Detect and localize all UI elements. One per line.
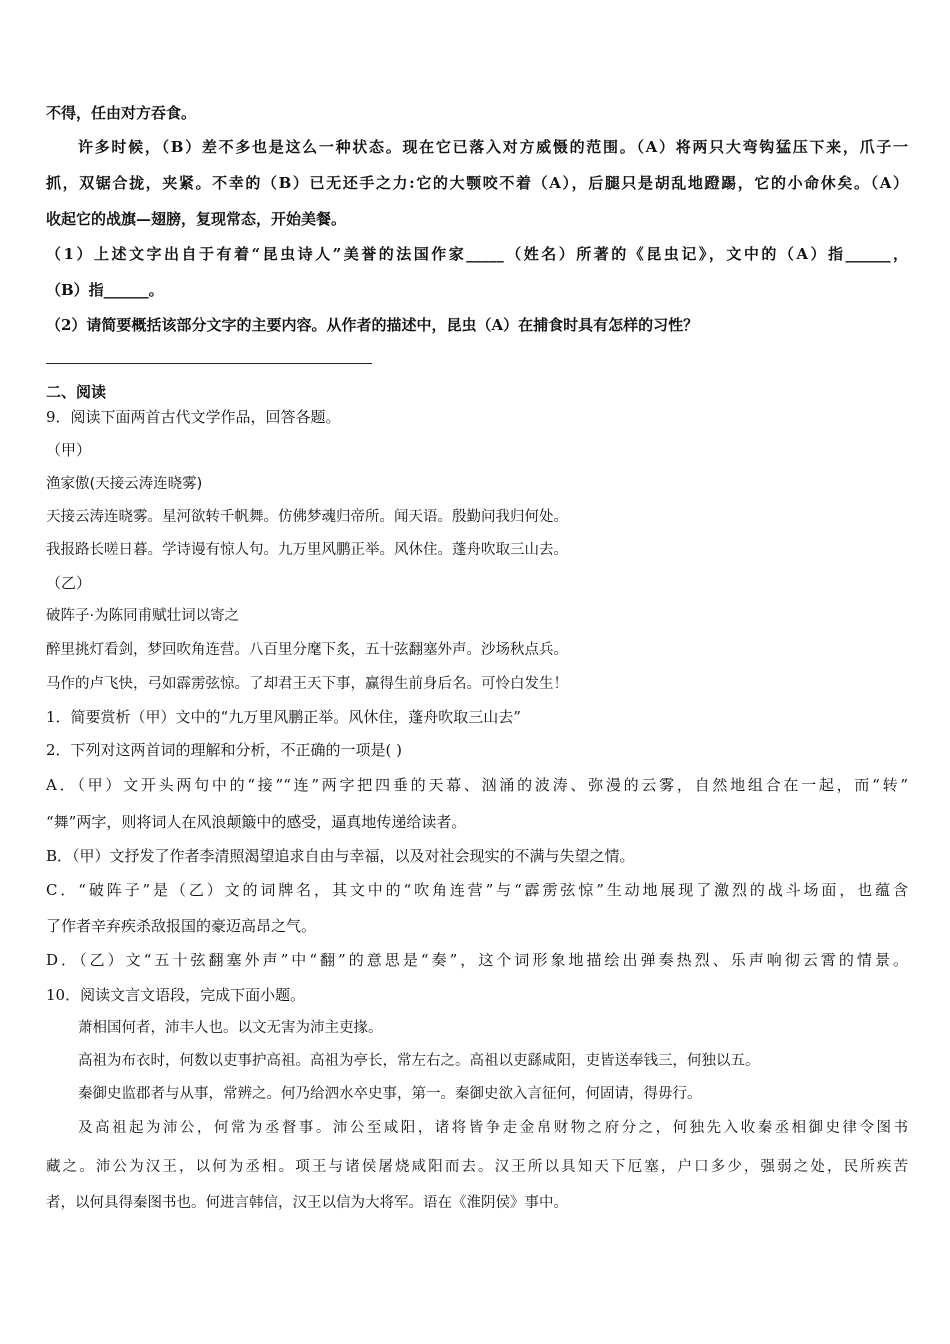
classical-para-4-line-3: 者，以何具得秦图书也。何进言韩信，汉王以信为大将军。语在《淮阴侯》事中。 — [46, 1195, 568, 1211]
section-title: 二、阅读 — [46, 383, 107, 401]
classical-para-4-line-2: 藏之。沛公为汉王，以何为丞相。项王与诸侯屠烧咸阳而去。汉王所以具知天下厄塞，户口多少，强弱之处，民所疾苦 — [46, 1159, 908, 1175]
classical-para-4-line-1: 及高祖起为沛公，何常为丞督事。沛公至咸阳，诸将皆争走金帛财物之府分之，何独先入收秦丞相御史律令图书 — [78, 1120, 908, 1136]
passage-line-2: 许多时候，（B）差不多也是这么一种状态。现在它已落入对方威慑的范围。（A）将两只大弯钩猛压下来，爪子一 — [78, 138, 908, 156]
q9-sub-question-1: 1．简要赏析（甲）文中的“九万里风鹏正举。风休住，蓬舟吹取三山去” — [46, 708, 521, 726]
poem-jia-label: （甲） — [46, 441, 92, 459]
question-2: （2）请简要概括该部分文字的主要内容。从作者的描述中，昆虫（A）在捕食时具有怎样的习性？ — [46, 316, 699, 334]
question-1-line-2: （B）指______。 — [46, 281, 164, 299]
option-c-line-2: 了作者辛弃疾杀敌报国的豪迈高昂之气。 — [46, 917, 317, 935]
poem-yi-line-1: 醉里挑灯看剑，梦回吹角连营。八百里分麾下炙，五十弦翻塞外声。沙场秋点兵。 — [46, 642, 568, 658]
q9-sub-question-2: 2．下列对这两首词的理解和分析，不正确的一项是( ) — [46, 741, 403, 759]
question-1-line-1: （1）上述文字出自于有着“昆虫诗人”美誉的法国作家_____（姓名）所著的《昆虫记》，文中的（A）指______， — [46, 245, 908, 263]
classical-para-1: 萧相国何者，沛丰人也。以文无害为沛主吏掾。 — [78, 1020, 383, 1036]
poem-yi-title: 破阵子·为陈同甫赋壮词以寄之 — [46, 608, 240, 624]
classical-para-3: 秦御史监郡者与从事，常辨之。何乃给泗水卒史事，第一。秦御史欲入言征何，何固请，得毋行。 — [78, 1086, 702, 1102]
option-d: D．（乙）文“五十弦翻塞外声”中“翻”的意思是“奏”，这个词形象地描绘出弹奏热烈、乐声响彻云霄的情景。 — [46, 951, 908, 969]
option-a-line-2: “舞”两字，则将词人在风浪颠簸中的感受，逼真地传递给读者。 — [46, 813, 467, 831]
answer-line — [46, 363, 372, 364]
classical-para-2: 高祖为布衣时，何数以吏事护高祖。高祖为亭长，常左右之。高祖以吏繇咸阳，吏皆送奉钱三，何独以五。 — [78, 1053, 760, 1069]
option-a-line-1: A．（甲）文开头两句中的“接”“连”两字把四垂的天幕、汹涌的波涛、弥漫的云雾，自然地组合在一起，而“转” — [46, 776, 908, 794]
poem-jia-title: 渔家傲(天接云涛连晓雾) — [46, 476, 203, 492]
poem-jia-line-2: 我报路长嗟日暮。学诗谩有惊人句。九万里风鹏正举。风休住。蓬舟吹取三山去。 — [46, 542, 568, 558]
option-c-line-1: C．“破阵子”是（乙）文的词牌名，其文中的“吹角连营”与“霹雳弦惊”生动地展现了激烈的战斗场面，也蕴含 — [46, 881, 908, 899]
poem-yi-line-2: 马作的卢飞快，弓如霹雳弦惊。了却君王天下事，赢得生前身后名。可怜白发生！ — [46, 676, 568, 692]
option-b: B．（甲）文抒发了作者李清照渴望追求自由与幸福，以及对社会现实的不满与失望之情。 — [46, 847, 635, 865]
passage-line-3: 抓，双锯合拢，夹紧。不幸的（B）已无还手之力:它的大颚咬不着（A），后腿只是胡乱地蹬踢，它的小命休矣。（A） — [46, 174, 908, 192]
q9-intro: 9．阅读下面两首古代文学作品，回答各题。 — [46, 408, 341, 426]
q10-intro: 10．阅读文言文语段，完成下面小题。 — [46, 986, 306, 1004]
poem-jia-line-1: 天接云涛连晓雾。星河欲转千帆舞。仿佛梦魂归帝所。闻天语。殷勤问我归何处。 — [46, 509, 568, 525]
poem-yi-label: （乙） — [46, 574, 92, 592]
passage-line-1: 不得，任由对方吞食。 — [46, 104, 197, 122]
passage-line-4: 收起它的战旗—翅膀，复现常态，开始美餐。 — [46, 210, 347, 228]
